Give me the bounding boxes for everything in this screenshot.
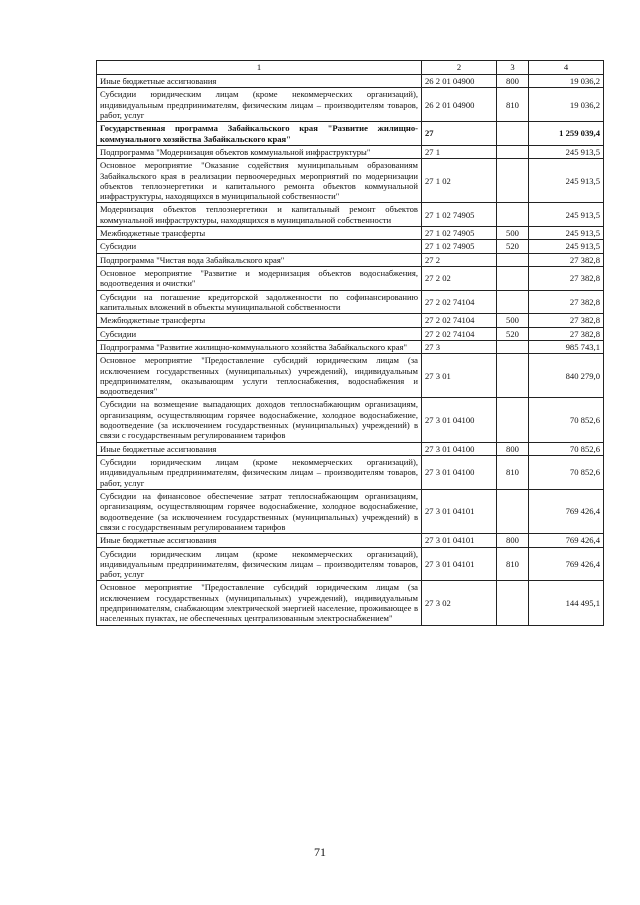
row-expense-type [497, 203, 529, 227]
row-amount: 245 913,5 [529, 159, 604, 203]
row-code: 27 1 02 74905 [422, 227, 497, 240]
table-row [97, 159, 604, 203]
row-code: 27 2 02 74104 [422, 290, 497, 314]
header-row [97, 61, 604, 75]
row-code: 27 1 02 [422, 159, 497, 203]
row-amount: 19 036,2 [529, 88, 604, 122]
row-description: Основное мероприятие "Предоставление субсидий юридическим лицам (за исключением государственных (муниципальных) учреждений), индивидуальным предпринимателям, оказывающим услуги теплоснабжения, водоснабжения и водоотведения" [97, 354, 422, 398]
row-amount: 245 913,5 [529, 227, 604, 240]
row-code: 27 3 01 04101 [422, 489, 497, 533]
row-description: Основное мероприятие "Оказание содействия муниципальным образованиям Забайкальского края в реализации первоочередных мероприятий по модернизации объектов теплоэнергетики и капитального ремонта объектов коммунальной инфраструктуры, находящихся в муниципальной собственности" [97, 159, 422, 203]
row-expense-type [497, 581, 529, 625]
row-amount: 27 382,8 [529, 314, 604, 327]
row-code: 27 3 01 04101 [422, 534, 497, 547]
row-expense-type [497, 398, 529, 442]
row-description: Иные бюджетные ассигнования [97, 442, 422, 455]
row-expense-type: 520 [497, 327, 529, 340]
row-description: Модернизация объектов теплоэнергетики и капитальный ремонт объектов коммунальной инфраструктуры, находящихся в муниципальной собственности [97, 203, 422, 227]
row-amount: 985 743,1 [529, 340, 604, 353]
row-amount: 769 426,4 [529, 534, 604, 547]
row-amount: 245 913,5 [529, 145, 604, 158]
row-amount: 769 426,4 [529, 547, 604, 581]
row-expense-type: 500 [497, 314, 529, 327]
table-row [97, 489, 604, 533]
row-expense-type [497, 145, 529, 158]
row-code: 26 2 01 04900 [422, 88, 497, 122]
table-row [97, 398, 604, 442]
row-amount: 27 382,8 [529, 253, 604, 266]
table-row [97, 581, 604, 625]
row-description: Субсидии юридическим лицам (кроме некоммерческих организаций), индивидуальным предпринимателям, физическим лицам – производителям товаров, работ, услуг [97, 88, 422, 122]
row-amount: 144 495,1 [529, 581, 604, 625]
row-amount: 70 852,6 [529, 456, 604, 490]
row-code: 27 3 01 04100 [422, 442, 497, 455]
row-code: 27 3 01 [422, 354, 497, 398]
row-amount: 27 382,8 [529, 327, 604, 340]
header-col-3: 3 [497, 61, 529, 75]
row-amount: 840 279,0 [529, 354, 604, 398]
row-description: Подпрограмма "Чистая вода Забайкальского края" [97, 253, 422, 266]
row-description: Основное мероприятие "Развитие и модернизация объектов водоснабжения, водоотведения и очистки" [97, 267, 422, 291]
table-row [97, 145, 604, 158]
row-amount: 245 913,5 [529, 203, 604, 227]
row-description: Межбюджетные трансферты [97, 314, 422, 327]
row-expense-type: 800 [497, 534, 529, 547]
header-col-4: 4 [529, 61, 604, 75]
table-row [97, 534, 604, 547]
row-expense-type [497, 267, 529, 291]
table-row [97, 75, 604, 88]
table-row [97, 354, 604, 398]
row-expense-type: 810 [497, 456, 529, 490]
row-amount: 70 852,6 [529, 398, 604, 442]
budget-table [96, 60, 604, 626]
row-expense-type: 800 [497, 75, 529, 88]
table-row [97, 122, 604, 146]
row-description: Межбюджетные трансферты [97, 227, 422, 240]
row-expense-type: 800 [497, 442, 529, 455]
row-description: Основное мероприятие "Предоставление субсидий юридическим лицам (за исключением государственных (муниципальных) учреждений), индивидуальным предпринимателям, снабжающим электрической энергией население, проживающее в населенных пунктах, не обеспеченных централизованным электроснабжением" [97, 581, 422, 625]
table-row [97, 442, 604, 455]
row-description: Субсидии [97, 240, 422, 253]
row-amount: 245 913,5 [529, 240, 604, 253]
table-row [97, 227, 604, 240]
table-row [97, 267, 604, 291]
row-expense-type [497, 122, 529, 146]
header-col-1: 1 [97, 61, 422, 75]
row-description: Иные бюджетные ассигнования [97, 534, 422, 547]
table-row [97, 290, 604, 314]
row-code: 27 1 02 74905 [422, 240, 497, 253]
table-row [97, 88, 604, 122]
row-expense-type: 520 [497, 240, 529, 253]
row-description: Субсидии на погашение кредиторской задолженности по софинансированию капитальных вложений в объекты муниципальной собственности [97, 290, 422, 314]
table-row [97, 253, 604, 266]
table-row [97, 340, 604, 353]
row-amount: 769 426,4 [529, 489, 604, 533]
row-description: Иные бюджетные ассигнования [97, 75, 422, 88]
table-row [97, 203, 604, 227]
row-code: 27 2 [422, 253, 497, 266]
row-expense-type [497, 253, 529, 266]
row-code: 27 3 [422, 340, 497, 353]
row-code: 27 3 02 [422, 581, 497, 625]
row-description: Субсидии [97, 327, 422, 340]
table-row [97, 314, 604, 327]
row-description: Субсидии на финансовое обеспечение затрат теплоснабжающим организациям, организациям, осуществляющим горячее водоснабжение, холодное водоснабжение, водоотведение (за исключением государственных (муниципальных) учреждений) в связи с государственным регулированием тарифов [97, 489, 422, 533]
table-row [97, 240, 604, 253]
row-code: 27 2 02 [422, 267, 497, 291]
table-row [97, 456, 604, 490]
row-amount: 70 852,6 [529, 442, 604, 455]
row-description: Подпрограмма "Развитие жилищно-коммунального хозяйства Забайкальского края" [97, 340, 422, 353]
page-number: 71 [314, 845, 326, 859]
row-expense-type [497, 159, 529, 203]
row-amount: 1 259 039,4 [529, 122, 604, 146]
row-amount: 19 036,2 [529, 75, 604, 88]
row-code: 27 3 01 04100 [422, 456, 497, 490]
row-description: Подпрограмма "Модернизация объектов коммунальной инфраструктуры" [97, 145, 422, 158]
table-row [97, 547, 604, 581]
row-code: 27 3 01 04100 [422, 398, 497, 442]
row-expense-type [497, 354, 529, 398]
row-expense-type [497, 489, 529, 533]
row-description: Государственная программа Забайкальского края "Развитие жилищно-коммунального хозяйства Забайкальского края" [97, 122, 422, 146]
row-code: 26 2 01 04900 [422, 75, 497, 88]
row-amount: 27 382,8 [529, 267, 604, 291]
row-expense-type [497, 290, 529, 314]
row-expense-type: 810 [497, 547, 529, 581]
row-code: 27 2 02 74104 [422, 327, 497, 340]
row-description: Субсидии на возмещение выпадающих доходов теплоснабжающим организациям, организациям, осуществляющим горячее водоснабжение, холодное водоснабжение, водоотведение (за исключением государственных (муниципальных) учреждений) в связи с государственным регулированием тарифов [97, 398, 422, 442]
row-code: 27 2 02 74104 [422, 314, 497, 327]
row-description: Субсидии юридическим лицам (кроме некоммерческих организаций), индивидуальным предпринимателям, физическим лицам – производителям товаров, работ, услуг [97, 456, 422, 490]
row-expense-type: 500 [497, 227, 529, 240]
row-code: 27 1 02 74905 [422, 203, 497, 227]
row-expense-type: 810 [497, 88, 529, 122]
row-expense-type [497, 340, 529, 353]
row-description: Субсидии юридическим лицам (кроме некоммерческих организаций), индивидуальным предпринимателям, физическим лицам – производителям товаров, работ, услуг [97, 547, 422, 581]
row-code: 27 [422, 122, 497, 146]
table-row [97, 327, 604, 340]
row-amount: 27 382,8 [529, 290, 604, 314]
row-code: 27 1 [422, 145, 497, 158]
row-code: 27 3 01 04101 [422, 547, 497, 581]
header-col-2: 2 [422, 61, 497, 75]
